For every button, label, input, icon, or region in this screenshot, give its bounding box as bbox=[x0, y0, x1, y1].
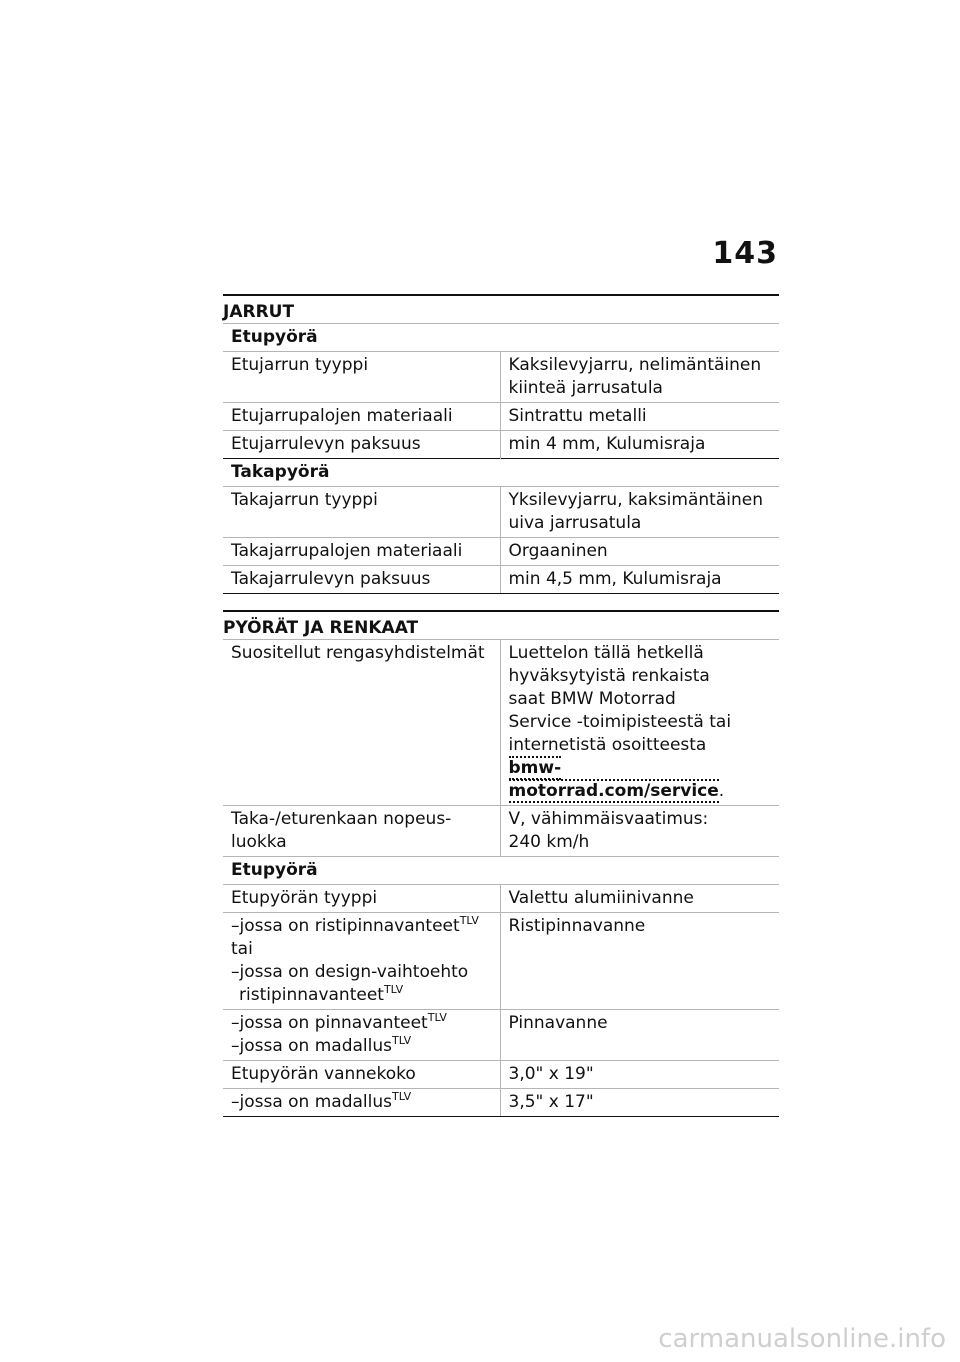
table-row bbox=[223, 487, 779, 538]
row-value: Sintrattu metalli bbox=[500, 403, 779, 431]
row-value: 3,5" x 17" bbox=[500, 1089, 779, 1117]
watermark: carmanualsonline.info bbox=[658, 1324, 946, 1354]
row-value: Ristipinnavanne bbox=[500, 913, 779, 1010]
row-value: Valettu alumiinivanne bbox=[500, 885, 779, 913]
wheels-table bbox=[223, 639, 779, 1117]
subheader-front: Etupyörä bbox=[223, 324, 779, 352]
table-row bbox=[223, 885, 779, 913]
subheader-row bbox=[223, 324, 779, 352]
row-label: Etupyörän vannekoko bbox=[223, 1061, 500, 1089]
row-value: 3,0" x 19" bbox=[500, 1061, 779, 1089]
table-row bbox=[223, 806, 779, 857]
row-value: min 4,5 mm, Kulumisraja bbox=[500, 566, 779, 594]
table-row bbox=[223, 1010, 779, 1061]
subheader-row bbox=[223, 459, 779, 487]
section-title-brakes: JARRUT bbox=[223, 302, 295, 322]
row-value: V, vähimmäisvaatimus: 240 km/h bbox=[500, 806, 779, 857]
table-row bbox=[223, 352, 779, 403]
service-link[interactable]: bmw-motorrad.com/service bbox=[508, 758, 719, 801]
table-row bbox=[223, 640, 779, 806]
row-label: Taka-/eturenkaan nopeus- luokka bbox=[223, 806, 500, 857]
page-number: 143 bbox=[712, 236, 778, 271]
row-label: Etujarrupalojen materiaali bbox=[223, 403, 500, 431]
row-value: Pinnavanne bbox=[500, 1010, 779, 1061]
row-label: Etupyörän tyyppi bbox=[223, 885, 500, 913]
row-label: –jossa on madallus$^{TLV}$ bbox=[223, 1089, 500, 1117]
table-row bbox=[223, 913, 779, 1010]
row-label: Etujarrun tyyppi bbox=[223, 352, 500, 403]
table-row bbox=[223, 566, 779, 594]
page-content bbox=[223, 294, 779, 1117]
subheader-row bbox=[223, 857, 779, 885]
row-value: Luettelon tällä hetkellä hyväksytyistä renkaista saat BMW Motorrad Service -toimipisteestä tai internetistä osoitteesta bmw-motorrad.com/service. bbox=[500, 640, 779, 806]
row-value: Kaksilevyjarru, nelimäntäinen kiinteä jarrusatula bbox=[500, 352, 779, 403]
row-label: Etujarrulevyn paksuus bbox=[223, 431, 500, 459]
row-value: Orgaaninen bbox=[500, 538, 779, 566]
row-label: Suositellut rengasyhdistelmät bbox=[223, 640, 500, 806]
subheader-front: Etupyörä bbox=[223, 857, 779, 885]
row-label: Takajarrupalojen materiaali bbox=[223, 538, 500, 566]
table-row bbox=[223, 431, 779, 459]
row-label: –jossa on ristipinnavanteet$^{TLV}$ tai –jossa on design-vaihtoehto ristipinnavanteet$^{TLV}$ bbox=[223, 913, 500, 1010]
table-row bbox=[223, 1061, 779, 1089]
table-row bbox=[223, 1089, 779, 1117]
brakes-table bbox=[223, 323, 779, 594]
section-title-wheels: PYÖRÄT JA RENKAAT bbox=[223, 618, 419, 638]
row-value: min 4 mm, Kulumisraja bbox=[500, 431, 779, 459]
row-label: –jossa on pinnavanteet$^{TLV}$ –jossa on madallus$^{TLV}$ bbox=[223, 1010, 500, 1061]
subheader-rear: Takapyörä bbox=[223, 459, 779, 487]
row-value: Yksilevyjarru, kaksimäntäinen uiva jarrusatula bbox=[500, 487, 779, 538]
row-label: Takajarrun tyyppi bbox=[223, 487, 500, 538]
section-gap bbox=[223, 594, 779, 610]
table-row bbox=[223, 538, 779, 566]
table-row bbox=[223, 403, 779, 431]
row-label: Takajarrulevyn paksuus bbox=[223, 566, 500, 594]
